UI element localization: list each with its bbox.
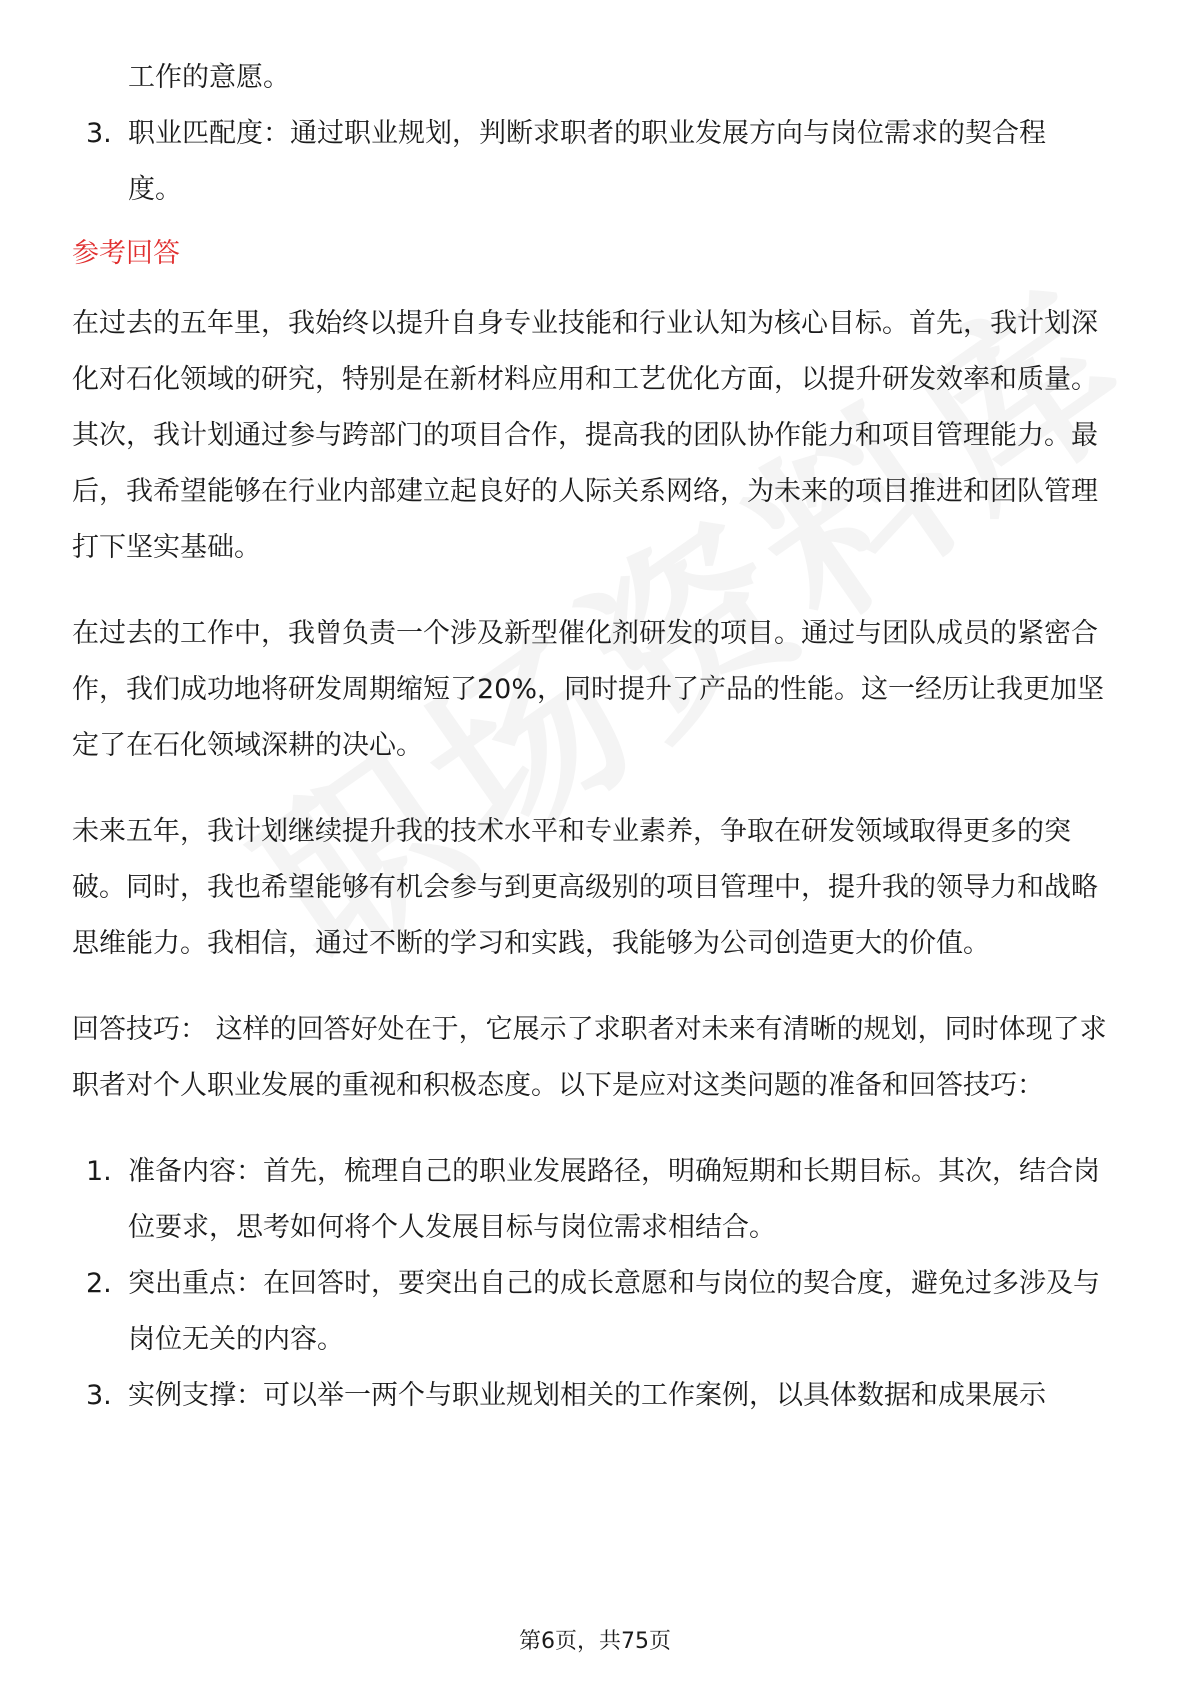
paragraph-tips-intro: 回答技巧： 这样的回答好处在于，它展示了求职者对未来有清晰的规划，同时体现了求职者对个人职业发展的重视和积极态度。以下是应对这类问题的准备和回答技巧： [72,1014,1107,1101]
tips-list [72,1144,1122,1424]
list-item-continuation: 度。 [128,174,182,205]
list-continuation: 工作的意愿。 [128,62,290,93]
list-number: 1. [86,1156,112,1187]
list-item [72,1144,1122,1256]
paragraph-2: 在过去的工作中，我曾负责一个涉及新型催化剂研发的项目。通过与团队成员的紧密合作，我们成功地将研发周期缩短了20%，同时提升了产品的性能。这一经历让我更加坚定了在石化领域深耕的决心。 [72,618,1105,761]
list-item-text: 实例支撑：可以举一两个与职业规划相关的工作案例，以具体数据和成果展示 [128,1380,1046,1411]
list-item [72,106,1122,162]
list-number: 3. [86,1380,112,1411]
list-item-text: 准备内容：首先，梳理自己的职业发展路径，明确短期和长期目标。其次，结合岗位要求，思考如何将个人发展目标与岗位需求相结合。 [128,1156,1100,1243]
section-heading: 参考回答 [72,238,180,269]
list-item-text: 职业匹配度：通过职业规划，判断求职者的职业发展方向与岗位需求的契合程 [128,118,1046,149]
list-item-text: 突出重点：在回答时，要突出自己的成长意愿和与岗位的契合度，避免过多涉及与岗位无关的内容。 [128,1268,1100,1355]
list-number: 2. [86,1268,112,1299]
list-item [72,1368,1122,1424]
paragraph-3: 未来五年，我计划继续提升我的技术水平和专业素养，争取在研发领域取得更多的突破。同时，我也希望能够有机会参与到更高级别的项目管理中，提升我的领导力和战略思维能力。我相信，通过不断的学习和实践，我能够为公司创造更大的价值。 [72,816,1098,959]
page-content [72,50,1122,1424]
page-footer: 第6页，共75页 [519,1629,671,1654]
list-number: 3. [86,118,112,149]
list-item [72,1256,1122,1368]
paragraph-1: 在过去的五年里，我始终以提升自身专业技能和行业认知为核心目标。首先，我计划深化对石化领域的研究，特别是在新材料应用和工艺优化方面，以提升研发效率和质量。其次，我计划通过参与跨部门的项目合作，提高我的团队协作能力和项目管理能力。最后，我希望能够在行业内部建立起良好的人际关系网络，为未来的项目推进和团队管理打下坚实基础。 [72,308,1098,563]
